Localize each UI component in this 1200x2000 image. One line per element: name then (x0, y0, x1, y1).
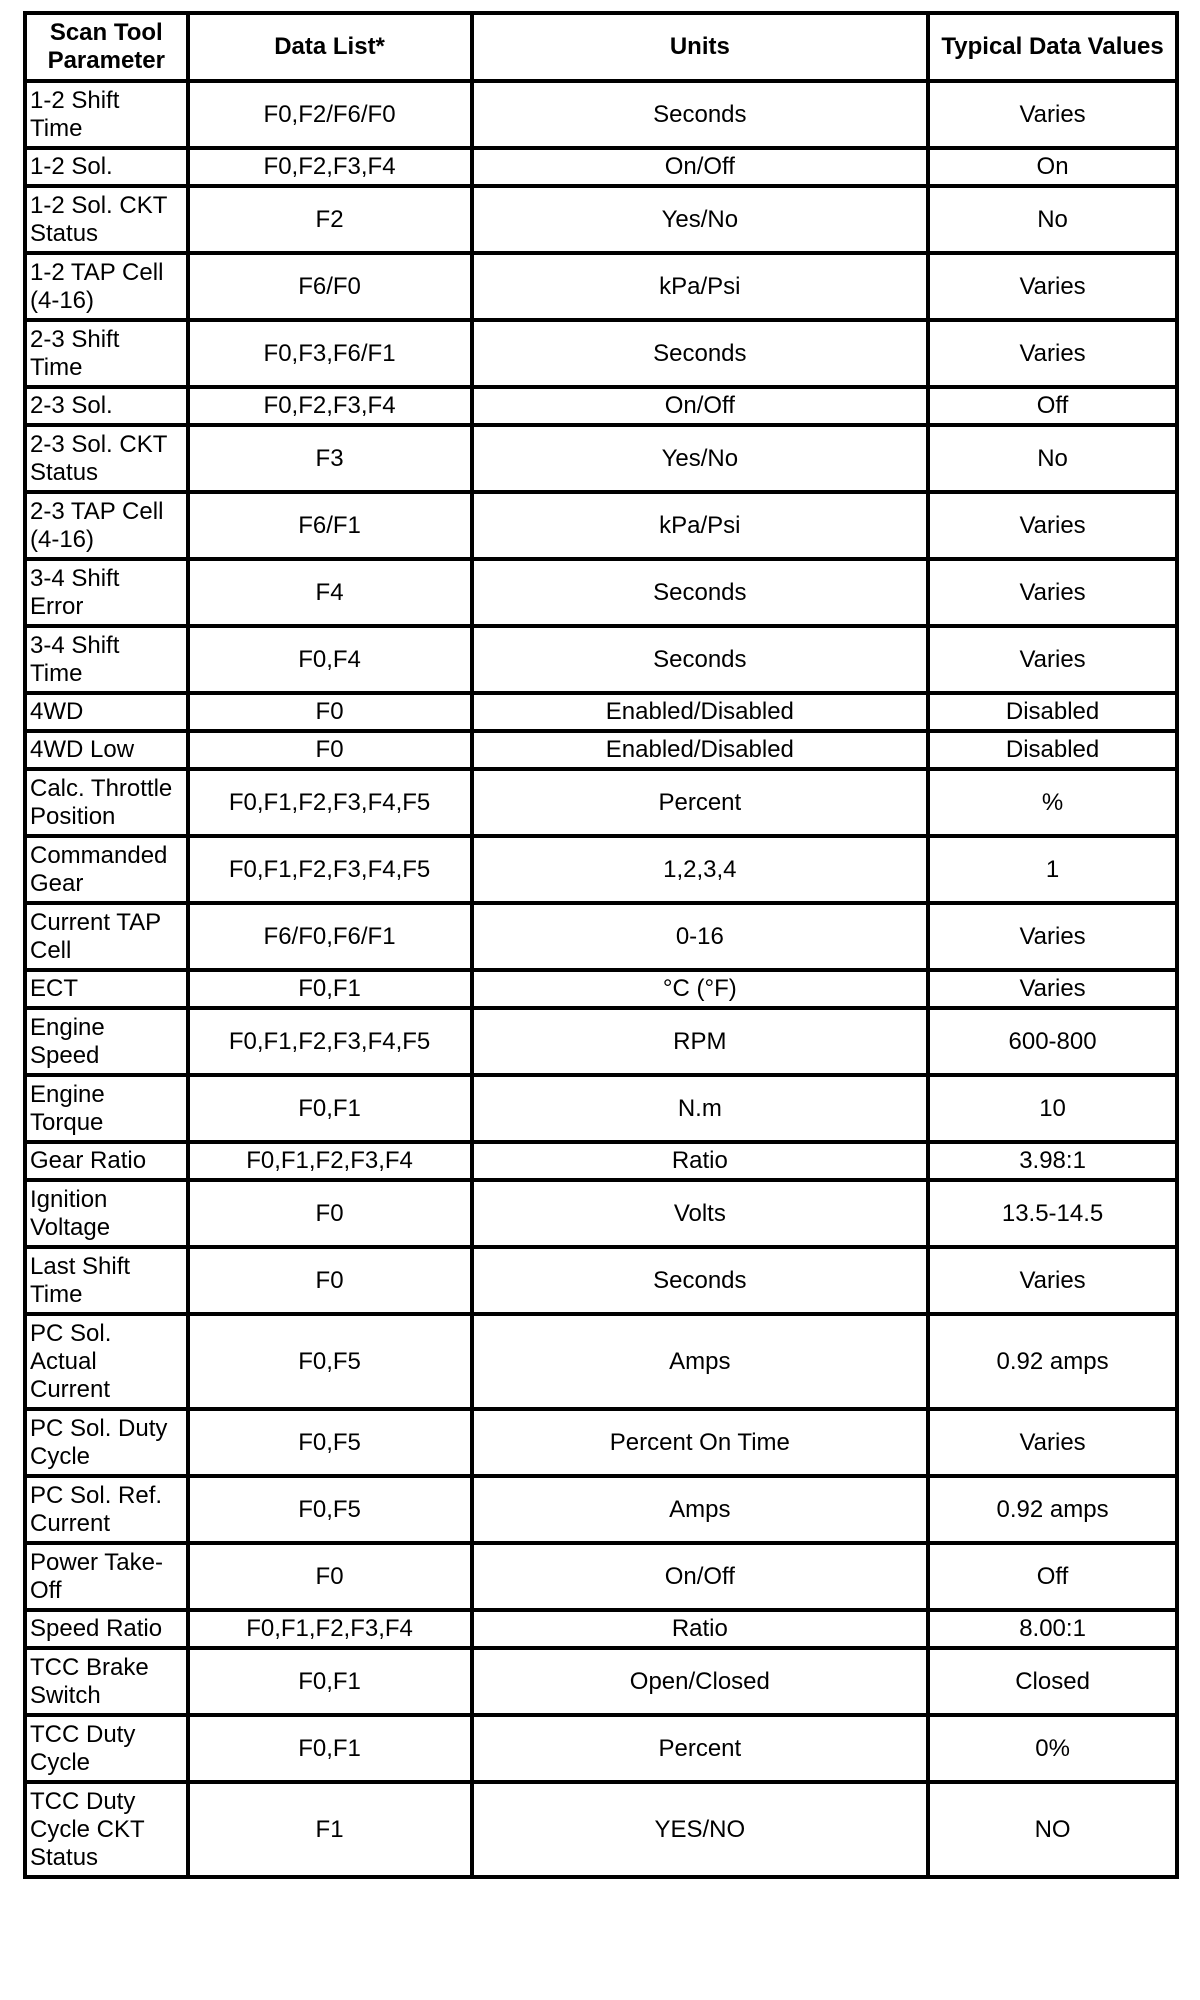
cell-units: YES/NO (472, 1782, 929, 1877)
cell-parameter: Engine Speed (25, 1008, 188, 1075)
cell-parameter: 2-3 Sol. (25, 387, 188, 425)
cell-typical-value: 3.98:1 (928, 1142, 1177, 1180)
cell-units: Ratio (472, 1610, 929, 1648)
cell-typical-value: 0% (928, 1715, 1177, 1782)
cell-data-list: F6/F0,F6/F1 (188, 903, 472, 970)
cell-units: On/Off (472, 387, 929, 425)
table-row (25, 492, 1177, 559)
cell-parameter: 4WD (25, 693, 188, 731)
cell-typical-value: 8.00:1 (928, 1610, 1177, 1648)
cell-units: 1,2,3,4 (472, 836, 929, 903)
cell-typical-value: Disabled (928, 693, 1177, 731)
cell-parameter: 1-2 Sol. CKT Status (25, 186, 188, 253)
cell-typical-value: Disabled (928, 731, 1177, 769)
cell-typical-value: Varies (928, 253, 1177, 320)
cell-typical-value: No (928, 425, 1177, 492)
cell-data-list: F6/F0 (188, 253, 472, 320)
cell-units: kPa/Psi (472, 253, 929, 320)
cell-parameter: 2-3 Sol. CKT Status (25, 425, 188, 492)
cell-parameter: 1-2 Sol. (25, 148, 188, 186)
cell-data-list: F4 (188, 559, 472, 626)
cell-typical-value: Varies (928, 1247, 1177, 1314)
header-typical-data-values: Typical Data Values (928, 13, 1177, 81)
cell-units: kPa/Psi (472, 492, 929, 559)
cell-parameter: Commanded Gear (25, 836, 188, 903)
table-row (25, 1476, 1177, 1543)
cell-parameter: PC Sol. Actual Current (25, 1314, 188, 1409)
cell-data-list: F0 (188, 1247, 472, 1314)
cell-data-list: F0,F1 (188, 970, 472, 1008)
cell-data-list: F0,F1,F2,F3,F4,F5 (188, 769, 472, 836)
table-row (25, 903, 1177, 970)
cell-typical-value: 1 (928, 836, 1177, 903)
table-row (25, 1314, 1177, 1409)
cell-units: Seconds (472, 626, 929, 693)
table-row (25, 81, 1177, 148)
cell-parameter: 3-4 Shift Time (25, 626, 188, 693)
cell-data-list: F0 (188, 1180, 472, 1247)
table-row (25, 626, 1177, 693)
cell-parameter: 4WD Low (25, 731, 188, 769)
cell-parameter: PC Sol. Ref. Current (25, 1476, 188, 1543)
cell-parameter: TCC Duty Cycle (25, 1715, 188, 1782)
cell-units: Seconds (472, 1247, 929, 1314)
cell-units: Percent (472, 769, 929, 836)
cell-typical-value: Varies (928, 81, 1177, 148)
cell-data-list: F0,F1,F2,F3,F4,F5 (188, 836, 472, 903)
cell-parameter: Current TAP Cell (25, 903, 188, 970)
header-row (25, 13, 1177, 81)
cell-units: Ratio (472, 1142, 929, 1180)
header-data-list: Data List* (188, 13, 472, 81)
table-row (25, 693, 1177, 731)
cell-data-list: F0,F1 (188, 1075, 472, 1142)
cell-data-list: F0,F1,F2,F3,F4,F5 (188, 1008, 472, 1075)
cell-data-list: F2 (188, 186, 472, 253)
cell-typical-value: 10 (928, 1075, 1177, 1142)
cell-parameter: Power Take- Off (25, 1543, 188, 1610)
cell-units: RPM (472, 1008, 929, 1075)
cell-units: On/Off (472, 148, 929, 186)
table-row (25, 1180, 1177, 1247)
table-row (25, 731, 1177, 769)
cell-typical-value: Varies (928, 1409, 1177, 1476)
cell-units: Enabled/Disabled (472, 693, 929, 731)
cell-typical-value: On (928, 148, 1177, 186)
cell-units: Volts (472, 1180, 929, 1247)
cell-typical-value: 0.92 amps (928, 1314, 1177, 1409)
cell-data-list: F0,F1,F2,F3,F4 (188, 1142, 472, 1180)
table-row (25, 1142, 1177, 1180)
cell-data-list: F0,F2,F3,F4 (188, 148, 472, 186)
cell-data-list: F0,F1 (188, 1648, 472, 1715)
cell-typical-value: NO (928, 1782, 1177, 1877)
cell-typical-value: Off (928, 1543, 1177, 1610)
table-header (25, 13, 1177, 81)
cell-data-list: F0 (188, 1543, 472, 1610)
cell-parameter: 3-4 Shift Error (25, 559, 188, 626)
cell-typical-value: 13.5-14.5 (928, 1180, 1177, 1247)
cell-data-list: F0 (188, 731, 472, 769)
cell-units: Open/Closed (472, 1648, 929, 1715)
cell-parameter: 2-3 TAP Cell (4-16) (25, 492, 188, 559)
cell-data-list: F0,F1,F2,F3,F4 (188, 1610, 472, 1648)
table-row (25, 1543, 1177, 1610)
cell-units: N.m (472, 1075, 929, 1142)
table-row (25, 1409, 1177, 1476)
cell-parameter: Last Shift Time (25, 1247, 188, 1314)
cell-data-list: F0,F4 (188, 626, 472, 693)
table-row (25, 1715, 1177, 1782)
cell-data-list: F3 (188, 425, 472, 492)
cell-units: Amps (472, 1476, 929, 1543)
cell-units: Seconds (472, 81, 929, 148)
cell-parameter: ECT (25, 970, 188, 1008)
cell-data-list: F0,F5 (188, 1409, 472, 1476)
cell-units: Percent (472, 1715, 929, 1782)
cell-data-list: F0 (188, 693, 472, 731)
cell-units: Seconds (472, 559, 929, 626)
cell-data-list: F6/F1 (188, 492, 472, 559)
table-row (25, 1075, 1177, 1142)
cell-parameter: Ignition Voltage (25, 1180, 188, 1247)
cell-data-list: F0,F2,F3,F4 (188, 387, 472, 425)
table-row (25, 1648, 1177, 1715)
cell-units: 0-16 (472, 903, 929, 970)
cell-typical-value: Varies (928, 626, 1177, 693)
cell-data-list: F0,F3,F6/F1 (188, 320, 472, 387)
cell-parameter: TCC Brake Switch (25, 1648, 188, 1715)
cell-typical-value: Varies (928, 320, 1177, 387)
cell-units: Percent On Time (472, 1409, 929, 1476)
table-row (25, 148, 1177, 186)
cell-parameter: PC Sol. Duty Cycle (25, 1409, 188, 1476)
table-row (25, 559, 1177, 626)
cell-data-list: F0,F5 (188, 1314, 472, 1409)
cell-units: Yes/No (472, 425, 929, 492)
cell-units: Yes/No (472, 186, 929, 253)
table-row (25, 425, 1177, 492)
table-row (25, 1610, 1177, 1648)
cell-typical-value: Closed (928, 1648, 1177, 1715)
table-row (25, 320, 1177, 387)
cell-data-list: F0,F5 (188, 1476, 472, 1543)
table-row (25, 1782, 1177, 1877)
table-row (25, 253, 1177, 320)
header-scan-tool-parameter: Scan Tool Parameter (25, 13, 188, 81)
table-row (25, 836, 1177, 903)
cell-units: On/Off (472, 1543, 929, 1610)
cell-units: Amps (472, 1314, 929, 1409)
cell-units: °C (°F) (472, 970, 929, 1008)
table-body (25, 81, 1177, 1877)
table-row (25, 387, 1177, 425)
header-units: Units (472, 13, 929, 81)
cell-parameter: Calc. Throttle Position (25, 769, 188, 836)
cell-typical-value: 600-800 (928, 1008, 1177, 1075)
cell-typical-value: No (928, 186, 1177, 253)
table-row (25, 186, 1177, 253)
scan-tool-data-table (23, 11, 1179, 1879)
cell-parameter: TCC Duty Cycle CKT Status (25, 1782, 188, 1877)
cell-parameter: 1-2 TAP Cell (4-16) (25, 253, 188, 320)
cell-parameter: Engine Torque (25, 1075, 188, 1142)
table-row (25, 1008, 1177, 1075)
table-row (25, 970, 1177, 1008)
cell-data-list: F0,F1 (188, 1715, 472, 1782)
cell-data-list: F1 (188, 1782, 472, 1877)
cell-data-list: F0,F2/F6/F0 (188, 81, 472, 148)
table-row (25, 769, 1177, 836)
cell-typical-value: % (928, 769, 1177, 836)
cell-units: Enabled/Disabled (472, 731, 929, 769)
cell-typical-value: Varies (928, 903, 1177, 970)
cell-typical-value: Off (928, 387, 1177, 425)
cell-typical-value: Varies (928, 492, 1177, 559)
cell-units: Seconds (472, 320, 929, 387)
cell-typical-value: Varies (928, 970, 1177, 1008)
cell-typical-value: Varies (928, 559, 1177, 626)
table-row (25, 1247, 1177, 1314)
cell-typical-value: 0.92 amps (928, 1476, 1177, 1543)
cell-parameter: Speed Ratio (25, 1610, 188, 1648)
cell-parameter: 2-3 Shift Time (25, 320, 188, 387)
cell-parameter: 1-2 Shift Time (25, 81, 188, 148)
cell-parameter: Gear Ratio (25, 1142, 188, 1180)
